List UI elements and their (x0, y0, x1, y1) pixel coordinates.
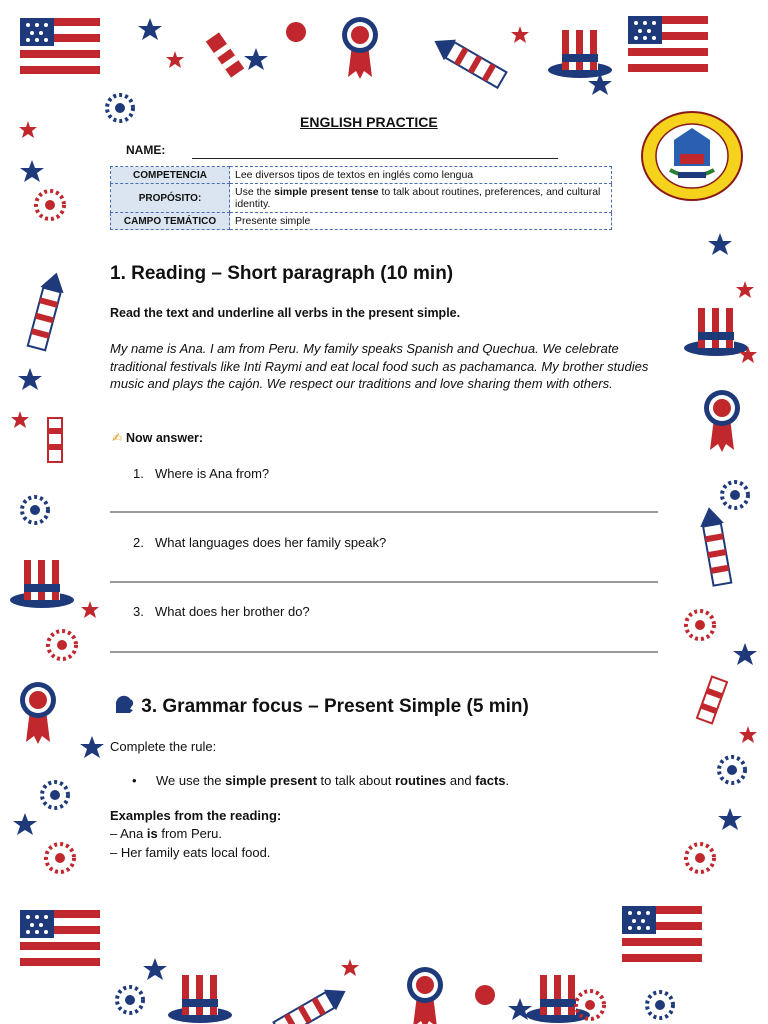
competencia-value: Lee diversos tipos de textos en inglés como lengua (230, 167, 612, 184)
table-row (111, 167, 612, 184)
question-3: 3. What does her brother do? (133, 604, 310, 619)
writing-hand-icon: ✍ (112, 431, 123, 445)
complete-rule-label: Complete the rule: (110, 739, 217, 754)
examples-heading: Examples from the reading: (110, 808, 282, 823)
example-2: – Her family eats local food. (110, 845, 271, 860)
question-2: 2. What languages does her family speak? (133, 535, 387, 550)
grammar-heading: 3. Grammar focus – Present Simple (5 min) (112, 695, 529, 718)
answer-line-2[interactable] (110, 581, 658, 583)
school-logo (640, 110, 744, 202)
answer-line-1[interactable] (110, 511, 658, 513)
proposito-value: Use the simple present tense to talk about routines, preferences, and cultural identity. (230, 184, 612, 213)
page-title: ENGLISH PRACTICE (300, 114, 438, 130)
reading-heading: 1. Reading – Short paragraph (10 min) (110, 263, 454, 284)
table-row (111, 213, 612, 230)
now-answer: ✍ Now answer: (112, 431, 204, 445)
reading-instruction: Read the text and underline all verbs in the present simple. (110, 306, 461, 320)
proposito-label: PROPÓSITO: (111, 184, 230, 213)
answer-line-3[interactable] (110, 651, 658, 653)
name-label: NAME: (126, 143, 166, 157)
table-row (111, 184, 612, 213)
competencia-label: COMPETENCIA (111, 167, 230, 184)
reading-paragraph: My name is Ana. I am from Peru. My family speaks Spanish and Quechua. We celebrate traditional festivals like Inti Raymi and eat local food such as pachamanca. My brother studies music and plays the cajón. We respect our traditions and love sharing them with others. (110, 341, 649, 392)
speaking-head-icon (112, 695, 136, 715)
campo-tematico-label: CAMPO TEMÁTICO (111, 213, 230, 230)
campo-tematico-value: Presente simple (230, 213, 612, 230)
name-input-line[interactable] (192, 158, 558, 159)
question-1: 1. Where is Ana from? (133, 466, 270, 481)
info-table (110, 166, 612, 230)
rule-bullet: • We use the simple present to talk about routines and facts. (132, 773, 510, 788)
example-1: – Ana is from Peru. (110, 826, 223, 841)
